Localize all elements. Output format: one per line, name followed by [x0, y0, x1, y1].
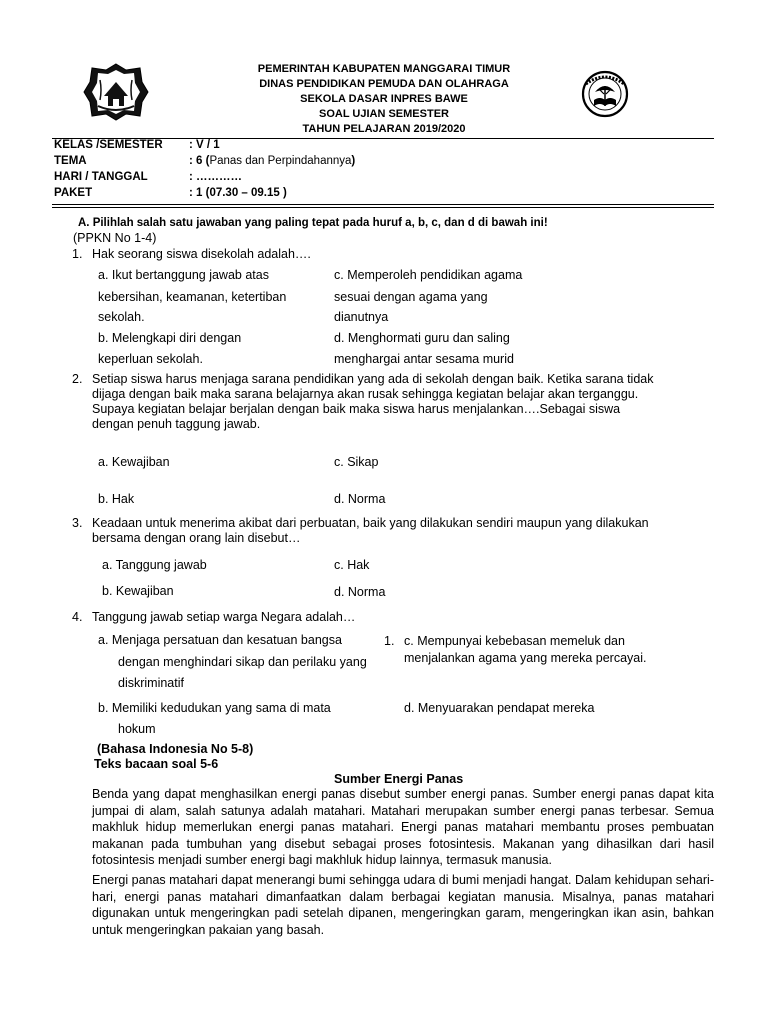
q1-option-c-line3: dianutnya — [334, 310, 389, 324]
q1-option-c-line1: c. Memperoleh pendidikan agama — [334, 268, 523, 282]
reading-title: Sumber Energi Panas — [334, 772, 464, 786]
q1-option-d-line2: menghargai antar sesama murid — [334, 352, 514, 366]
header-line-3: SEKOLA DASAR INPRES BAWE — [300, 93, 468, 105]
tema-value-bold: : 6 ( — [189, 155, 210, 167]
q3-option-b: b. Kewajiban — [102, 584, 174, 598]
q4-option-b-line2: hokum — [118, 722, 156, 736]
paket-value: : 1 (07.30 – 09.15 ) — [189, 187, 287, 199]
header-line-1: PEMERINTAH KABUPATEN MANGGARAI TIMUR — [257, 63, 511, 75]
hari-label: HARI / TANGGAL — [54, 171, 148, 183]
q2-text-line4: dengan penuh taggung jawab. — [92, 417, 261, 431]
q1-option-c-line2: sesuai dengan agama yang — [334, 290, 488, 304]
q4-option-c-number: 1. — [384, 634, 395, 648]
tema-value-text: Panas dan Perpindahannya — [209, 155, 352, 167]
q4-option-a-line2: dengan menghindari sikap dan perilaku yang — [118, 655, 367, 669]
hari-value: : ………… — [189, 171, 243, 183]
q1-option-b-line1: b. Melengkapi diri dengan — [98, 331, 242, 345]
q3-text-line2: bersama dengan orang lain disebut… — [92, 531, 301, 545]
header-line-2: DINAS PENDIDIKAN PEMUDA DAN OLAHRAGA — [259, 78, 509, 90]
q3-option-c: c. Hak — [334, 558, 370, 572]
info-rule-2 — [52, 207, 714, 208]
tema-label: TEMA — [54, 155, 87, 167]
q2-option-b: b. Hak — [98, 492, 135, 506]
q1-option-d-line1: d. Menghormati guru dan saling — [334, 331, 510, 345]
q1-number: 1. — [72, 247, 83, 261]
q2-text-line2: dijaga dengan baik maka sarana belajarnya akan rusak sehingga kegiatan belajar akan terganggu. — [92, 387, 639, 401]
q4-option-b-line1: b. Memiliki kedudukan yang sama di mata — [98, 701, 331, 715]
q3-text-line1: Keadaan untuk menerima akibat dari perbuatan, baik yang dilakukan sendiri maupun yang dilakukan — [92, 516, 649, 530]
q1-option-a-line1: a. Ikut bertanggung jawab atas — [98, 268, 269, 282]
header-line-5: TAHUN PELAJARAN 2019/2020 — [302, 123, 466, 135]
section-a-instruction: A. Pilihlah salah satu jawaban yang paling tepat pada huruf a, b, c, dan d di bawah ini! — [78, 217, 548, 229]
q3-option-d: d. Norma — [334, 585, 386, 599]
q2-option-c: c. Sikap — [334, 455, 379, 469]
q3-option-a: a. Tanggung jawab — [102, 558, 207, 572]
q2-option-a: a. Kewajiban — [98, 455, 170, 469]
q4-number: 4. — [72, 610, 83, 624]
q4-option-a-line3: diskriminatif — [118, 676, 184, 690]
q3-number: 3. — [72, 516, 83, 530]
kelas-value: : V / 1 — [189, 139, 220, 151]
q1-option-b-line2: keperluan sekolah. — [98, 352, 203, 366]
q4-option-d: d. Menyuarakan pendapat mereka — [404, 701, 595, 715]
kelas-label: KELAS /SEMESTER — [54, 139, 163, 151]
q1-option-a-line3: sekolah. — [98, 310, 145, 324]
section-bi-teks: Teks bacaan soal 5-6 — [94, 757, 219, 771]
q1-text: Hak seorang siswa disekolah adalah…. — [92, 247, 311, 261]
reading-paragraph-1: Benda yang dapat menghasilkan energi panas disebut sumber energi panas. Sumber energi panas dapat kita jumpai di alam, salah satunya adalah matahari. Matahari merupakan sumber energi panas terbesar. Semua makhluk hidup memerlukan energi panas matahari. Energi panas matahari membantu proses pembuatan makanan pada tumbuhan yang disebut sebagai proses fotosintesis. Makanan yang dihasilkan dari hasil fotosintesis menjadi sumber energi bagi makhluk hidup lainnya, termasuk manusia. — [92, 787, 714, 867]
q4-text: Tanggung jawab setiap warga Negara adalah… — [92, 610, 356, 624]
q4-option-a-line1: a. Menjaga persatuan dan kesatuan bangsa — [98, 633, 342, 647]
tema-value — [189, 154, 355, 170]
q2-text-line3: Supaya kegiatan belajar berjalan dengan baik maka siswa harus menjalankan….Sebagai siswa — [92, 402, 621, 416]
q4-option-c-line2: menjalankan agama yang mereka percayai. — [404, 651, 647, 665]
q2-option-d: d. Norma — [334, 492, 386, 506]
q1-option-a-line2: kebersihan, keamanan, ketertiban — [98, 290, 287, 304]
info-rule-1 — [52, 204, 714, 205]
q4-option-c-line1: c. Mempunyai kebebasan memeluk dan — [404, 634, 625, 648]
q2-number: 2. — [72, 372, 83, 386]
q2-text-line1: Setiap siswa harus menjaga sarana pendidikan yang ada di sekolah dengan baik. Ketika sarana tidak — [92, 372, 654, 386]
section-bi-subject: (Bahasa Indonesia No 5-8) — [97, 742, 254, 756]
reading-paragraph-2: Energi panas matahari dapat menerangi bumi sehingga udara di bumi menjadi hangat. Dalam kehidupan sehari-hari, energi panas matahari dimanfaatkan dalam berbagai kegiatan manusia. Misalnya, panas matahari digunakan untuk mengeringkan padi setelah dipanen, mengeringkan garam, mengeringkan ikan asin, bahkan untuk mengeringkan pakaian yang basah. — [92, 873, 714, 937]
paket-label: PAKET — [54, 187, 93, 199]
section-a-subject: (PPKN No 1-4) — [73, 231, 157, 245]
header-line-4: SOAL UJIAN SEMESTER — [319, 108, 449, 120]
tema-value-close: ) — [351, 155, 356, 167]
